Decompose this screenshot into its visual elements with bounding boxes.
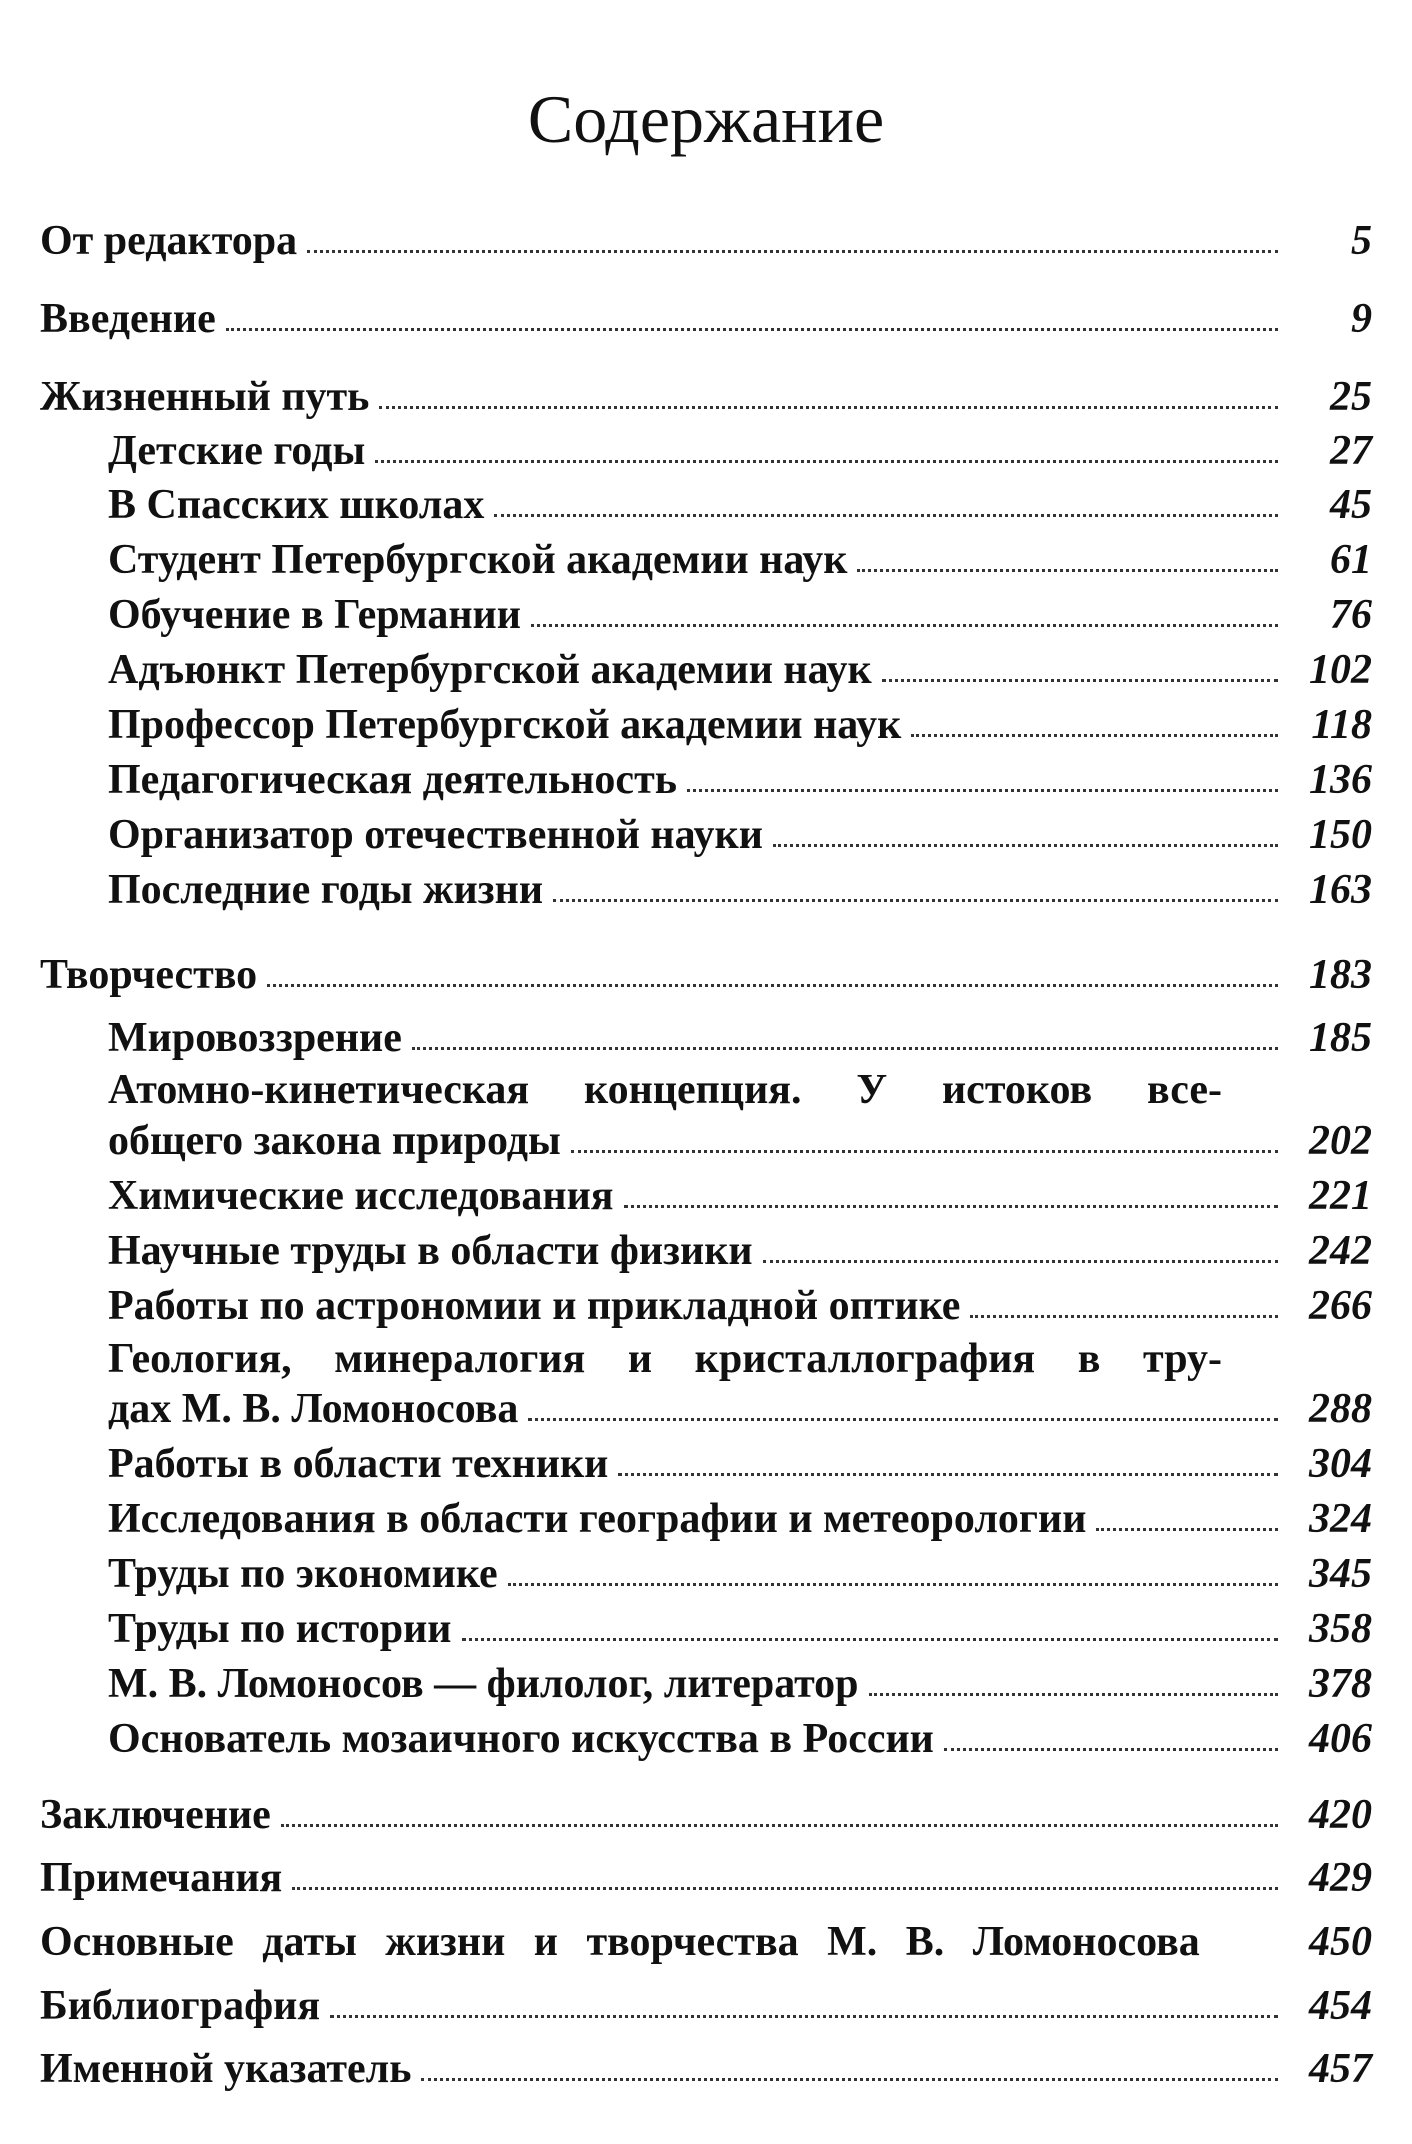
toc-entry[interactable] — [40, 1977, 1372, 2029]
toc-entry-label: Введение — [40, 296, 216, 342]
toc-entry-label: Основные даты жизни и творчества М. В. Ломоносова — [40, 1919, 1200, 1965]
toc-entry[interactable] — [108, 1009, 1372, 1061]
toc-entry[interactable] — [40, 1849, 1372, 1901]
dot-leader — [330, 2015, 1278, 2018]
toc-entry-label: дах М. В. Ломоносова — [108, 1386, 519, 1432]
toc-entry-first-line: Атомно-кинетическая концепция. У истоков все- — [108, 1067, 1222, 1113]
toc-entry-label: Мировоззрение — [108, 1015, 402, 1061]
toc-entry[interactable] — [40, 212, 1372, 264]
toc-entry[interactable] — [108, 1222, 1372, 1274]
toc-entry[interactable] — [108, 476, 1372, 528]
toc-entry-first-line: Геология, минералогия и кристаллография в тру- — [108, 1336, 1222, 1382]
toc-entry-page: 450 — [1309, 1919, 1372, 1965]
toc-entry-page: 25 — [1330, 374, 1372, 420]
dot-leader — [379, 406, 1278, 409]
toc-entry-page: 358 — [1309, 1606, 1372, 1652]
toc-entry-label: Научные труды в области физики — [108, 1228, 753, 1274]
toc-entry-page: 27 — [1330, 428, 1372, 474]
toc-entry-label: Организатор отечественной науки — [108, 812, 763, 858]
toc-entry-page: 118 — [1311, 702, 1372, 748]
toc-entry[interactable] — [40, 290, 1372, 342]
toc-entry-page: 429 — [1309, 1855, 1372, 1901]
toc-entry[interactable] — [108, 696, 1372, 748]
dot-leader — [412, 1047, 1278, 1050]
toc-entry-page: 9 — [1351, 296, 1372, 342]
toc-entry-label: Исследования в области географии и метеорологии — [108, 1496, 1087, 1542]
dot-leader — [571, 1150, 1278, 1153]
toc-entry[interactable] — [108, 1167, 1372, 1219]
toc-entry[interactable] — [108, 1277, 1372, 1329]
toc-entry-page: 266 — [1309, 1283, 1372, 1329]
dot-leader — [421, 2078, 1278, 2081]
dot-leader — [970, 1315, 1278, 1318]
toc-entry[interactable] — [108, 1655, 1372, 1707]
toc-entry[interactable] — [108, 586, 1372, 638]
dot-leader — [375, 460, 1278, 463]
toc-entry-page: 406 — [1309, 1716, 1372, 1762]
toc-entry-label: В Спасских школах — [108, 482, 485, 528]
toc-entry[interactable] — [108, 641, 1372, 693]
dot-leader — [624, 1205, 1279, 1208]
toc-entry-page: 324 — [1309, 1496, 1372, 1542]
toc-entry-label: Студент Петербургской академии наук — [108, 537, 848, 583]
toc-entry[interactable] — [108, 1545, 1372, 1597]
dot-leader — [281, 1824, 1278, 1827]
dot-leader — [944, 1748, 1278, 1751]
toc-entry-page: 304 — [1309, 1441, 1372, 1487]
toc-entry[interactable] — [108, 1380, 1372, 1432]
toc-entry-page: 221 — [1309, 1173, 1372, 1219]
toc-entry-label: Химические исследования — [108, 1173, 614, 1219]
toc-entry-label: общего закона природы — [108, 1118, 561, 1164]
toc-entry-page: 457 — [1309, 2046, 1372, 2092]
toc-entry[interactable] — [108, 422, 1372, 474]
toc-entry[interactable] — [40, 1913, 1372, 1965]
toc-entry-page: 288 — [1309, 1386, 1372, 1432]
toc-entry[interactable] — [40, 946, 1372, 998]
dot-leader — [763, 1260, 1278, 1263]
toc-entry[interactable] — [40, 2040, 1372, 2092]
toc-entry-page: 136 — [1309, 757, 1372, 803]
toc-entry-label: М. В. Ломоносов — филолог, литератор — [108, 1661, 859, 1707]
toc-entry-page: 183 — [1309, 952, 1372, 998]
toc-entry-label: Работы по астрономии и прикладной оптике — [108, 1283, 961, 1329]
toc-entry-label: Жизненный путь — [40, 374, 370, 420]
toc-entry[interactable] — [108, 531, 1372, 583]
dot-leader — [618, 1473, 1278, 1476]
toc-entry[interactable] — [40, 368, 1372, 420]
dot-leader — [494, 514, 1278, 517]
toc-entry-label: Педагогическая деятельность — [108, 757, 677, 803]
dot-leader — [857, 569, 1278, 572]
toc-entry[interactable] — [108, 861, 1372, 913]
toc-entry-page: 102 — [1309, 647, 1372, 693]
toc-entry[interactable] — [108, 751, 1372, 803]
toc-entry[interactable] — [108, 1710, 1372, 1762]
toc-entry-label: Работы в области техники — [108, 1441, 609, 1487]
toc-entry-label: Последние годы жизни — [108, 867, 544, 913]
toc-entry-page: 150 — [1309, 812, 1372, 858]
toc-entry-label: Примечания — [40, 1855, 283, 1901]
toc-entry[interactable] — [108, 1435, 1372, 1487]
dot-leader — [226, 328, 1278, 331]
dot-leader — [773, 844, 1278, 847]
dot-leader — [508, 1583, 1278, 1586]
toc-entry-label: Адъюнкт Петербургской академии наук — [108, 647, 872, 693]
toc-entry-label: Заключение — [40, 1792, 271, 1838]
toc-entry-label: Основатель мозаичного искусства в России — [108, 1716, 934, 1762]
toc-entry-label: Детские годы — [108, 428, 366, 474]
toc-entry-label: Библиография — [40, 1983, 321, 2029]
dot-leader — [531, 624, 1278, 627]
dot-leader — [882, 679, 1278, 682]
toc-entry-label: Обучение в Германии — [108, 592, 521, 638]
page-title: Содержание — [527, 81, 885, 157]
toc-entry-page: 5 — [1351, 218, 1372, 264]
toc-entry-page: 163 — [1309, 867, 1372, 913]
toc-entry-page: 45 — [1330, 482, 1372, 528]
dot-leader — [911, 734, 1278, 737]
toc-entry[interactable] — [108, 1600, 1372, 1652]
dot-leader — [462, 1638, 1279, 1641]
dot-leader — [267, 984, 1278, 987]
dot-leader — [553, 899, 1278, 902]
toc-entry-page: 202 — [1309, 1118, 1372, 1164]
toc-entry-page: 345 — [1309, 1551, 1372, 1597]
dot-leader — [869, 1693, 1278, 1696]
toc-entry-page: 454 — [1309, 1983, 1372, 2029]
toc-entry[interactable] — [40, 1786, 1372, 1838]
toc-entry-label: От редактора — [40, 218, 298, 264]
dot-leader — [687, 789, 1278, 792]
toc-entry-page: 420 — [1309, 1792, 1372, 1838]
toc-entry-label: Именной указатель — [40, 2046, 412, 2092]
toc-entry-page: 76 — [1330, 592, 1372, 638]
dot-leader — [307, 250, 1278, 253]
toc-entry-label: Труды по экономике — [108, 1551, 498, 1597]
dot-leader — [528, 1418, 1278, 1421]
toc-entry-page: 61 — [1330, 537, 1372, 583]
toc-entry[interactable] — [108, 1490, 1372, 1542]
toc-entry-label: Труды по истории — [108, 1606, 452, 1652]
toc-entry[interactable] — [108, 806, 1372, 858]
toc-entry-page: 378 — [1309, 1661, 1372, 1707]
toc-entry-label: Профессор Петербургской академии наук — [108, 702, 902, 748]
toc-entry-page: 242 — [1309, 1228, 1372, 1274]
dot-leader — [1096, 1528, 1278, 1531]
toc-entry[interactable] — [108, 1112, 1372, 1164]
toc-entry-page: 185 — [1309, 1015, 1372, 1061]
dot-leader — [292, 1887, 1278, 1890]
toc-entry-label: Творчество — [40, 952, 258, 998]
